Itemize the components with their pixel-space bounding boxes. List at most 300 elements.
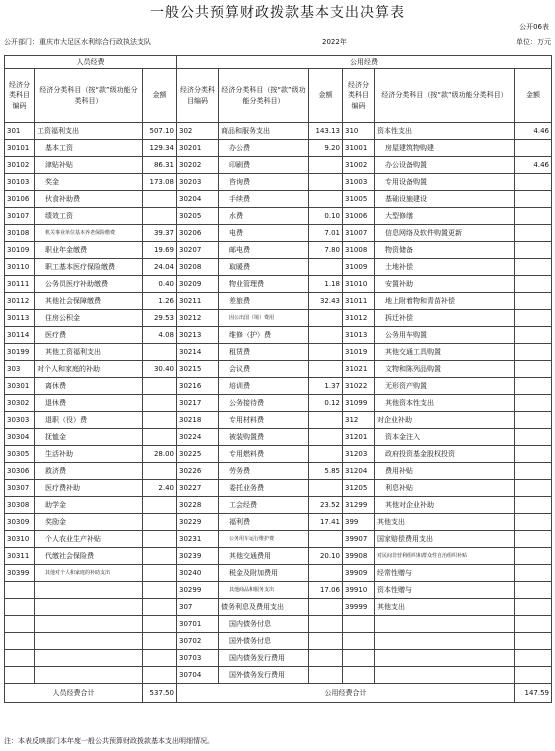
name-cell: 其他社会保障缴费 xyxy=(35,293,143,310)
name-cell: 其他支出 xyxy=(375,599,515,616)
amount-cell xyxy=(515,327,552,344)
code-cell xyxy=(5,616,35,633)
code-cell: 30103 xyxy=(5,174,35,191)
code-cell: 30701 xyxy=(177,616,219,633)
name-cell: 公务员医疗补助缴费 xyxy=(35,276,143,293)
name-cell: 专用材料费 xyxy=(219,412,309,429)
section-public: 公用经费 xyxy=(177,56,552,69)
name-cell: 医疗费补助 xyxy=(35,480,143,497)
amount-cell xyxy=(143,667,177,684)
amount-cell xyxy=(515,514,552,531)
amount-cell xyxy=(143,582,177,599)
name-cell: 奖励金 xyxy=(35,514,143,531)
header-name: 经济分类科目（按“款”级功能分类科目） xyxy=(219,69,309,123)
table-row xyxy=(5,514,552,531)
code-cell: 39910 xyxy=(343,582,375,599)
amount-cell xyxy=(309,599,343,616)
name-cell: 国内债务发行费用 xyxy=(219,650,309,667)
code-cell: 30107 xyxy=(5,208,35,225)
code-cell: 30208 xyxy=(177,259,219,276)
amount-cell: 29.53 xyxy=(143,310,177,327)
amount-cell xyxy=(309,650,343,667)
header-name: 经济分类科目（按“款”级功能分类科目） xyxy=(35,69,143,123)
code-cell: 30307 xyxy=(5,480,35,497)
header-code: 经济分类科目编码 xyxy=(5,69,35,123)
code-cell: 31201 xyxy=(343,429,375,446)
table-row xyxy=(5,157,552,174)
amount-cell xyxy=(143,208,177,225)
code-cell: 30399 xyxy=(5,565,35,582)
name-cell: 对个人和家庭的补助 xyxy=(35,361,143,378)
code-cell: 30209 xyxy=(177,276,219,293)
header-name: 经济分类科目（按“款”级功能分类科目） xyxy=(375,69,515,123)
name-cell: 退休费 xyxy=(35,395,143,412)
name-cell: 取暖费 xyxy=(219,259,309,276)
code-cell: 30205 xyxy=(177,208,219,225)
table-row xyxy=(5,480,552,497)
name-cell: 商品和服务支出 xyxy=(219,123,309,140)
table-row xyxy=(5,599,552,616)
code-cell: 30217 xyxy=(177,395,219,412)
footnote: 注：本表反映部门本年度一般公共预算财政拨款基本支出明细情况。 xyxy=(4,737,214,745)
code-cell: 307 xyxy=(177,599,219,616)
code-cell: 310 xyxy=(343,123,375,140)
amount-cell: 4.46 xyxy=(515,157,552,174)
name-cell: 委托业务费 xyxy=(219,480,309,497)
header-code: 经济分类科目编码 xyxy=(177,69,219,123)
report-year: 2022年 xyxy=(322,38,347,46)
amount-cell xyxy=(309,480,343,497)
name-cell: 维修（护）费 xyxy=(219,327,309,344)
amount-cell xyxy=(515,582,552,599)
name-cell: 邮电费 xyxy=(219,242,309,259)
amount-cell xyxy=(143,463,177,480)
amount-cell xyxy=(515,208,552,225)
amount-cell xyxy=(515,276,552,293)
amount-cell xyxy=(143,599,177,616)
amount-cell xyxy=(143,616,177,633)
name-cell: 其他对个人和家庭的补助支出 xyxy=(35,565,143,582)
name-cell: 大型修缮 xyxy=(375,208,515,225)
code-cell xyxy=(343,667,375,684)
amount-cell: 1.37 xyxy=(309,378,343,395)
amount-cell: 20.10 xyxy=(309,548,343,565)
table-row xyxy=(5,616,552,633)
name-cell: 退职（役）费 xyxy=(35,412,143,429)
name-cell: 基础设施建设 xyxy=(375,191,515,208)
table-row xyxy=(5,667,552,684)
code-cell: 31204 xyxy=(343,463,375,480)
code-cell: 30110 xyxy=(5,259,35,276)
name-cell: 土地补偿 xyxy=(375,259,515,276)
name-cell: 工资福利支出 xyxy=(35,123,143,140)
name-cell: 公务用车运行维护费 xyxy=(219,531,309,548)
personnel-total-amount: 537.50 xyxy=(143,684,177,703)
code-cell xyxy=(5,650,35,667)
amount-cell: 0.12 xyxy=(309,395,343,412)
code-cell: 30240 xyxy=(177,565,219,582)
table-body xyxy=(5,123,552,684)
code-cell: 312 xyxy=(343,412,375,429)
code-cell: 30114 xyxy=(5,327,35,344)
personnel-total-label: 人员经费合计 xyxy=(5,684,143,703)
amount-cell: 17.41 xyxy=(309,514,343,531)
code-cell: 31299 xyxy=(343,497,375,514)
name-cell xyxy=(375,650,515,667)
code-cell: 30215 xyxy=(177,361,219,378)
name-cell: 水费 xyxy=(219,208,309,225)
form-number: 公开06表 xyxy=(519,23,549,31)
name-cell: 手续费 xyxy=(219,191,309,208)
amount-cell xyxy=(143,429,177,446)
code-cell: 30203 xyxy=(177,174,219,191)
amount-cell xyxy=(515,480,552,497)
code-cell xyxy=(343,633,375,650)
amount-cell xyxy=(143,650,177,667)
name-cell: 职业年金缴费 xyxy=(35,242,143,259)
code-cell: 30303 xyxy=(5,412,35,429)
code-cell: 30109 xyxy=(5,242,35,259)
amount-cell xyxy=(309,531,343,548)
code-cell: 31203 xyxy=(343,446,375,463)
name-cell: 抚恤金 xyxy=(35,429,143,446)
table-row xyxy=(5,361,552,378)
amount-cell xyxy=(515,565,552,582)
code-cell: 31009 xyxy=(343,259,375,276)
amount-cell: 173.08 xyxy=(143,174,177,191)
name-cell: 专用燃料费 xyxy=(219,446,309,463)
name-cell: 对民间非营利组织和群众性自治组织补贴 xyxy=(375,548,515,565)
amount-cell: 24.04 xyxy=(143,259,177,276)
code-cell: 31008 xyxy=(343,242,375,259)
code-cell: 30204 xyxy=(177,191,219,208)
name-cell: 资本性赠与 xyxy=(375,582,515,599)
expenditure-table xyxy=(4,55,552,703)
code-cell: 30225 xyxy=(177,446,219,463)
name-cell xyxy=(35,650,143,667)
table-row xyxy=(5,531,552,548)
amount-cell: 30.40 xyxy=(143,361,177,378)
name-cell xyxy=(35,599,143,616)
amount-cell xyxy=(515,361,552,378)
code-cell: 30311 xyxy=(5,548,35,565)
name-cell xyxy=(375,633,515,650)
code-cell: 30216 xyxy=(177,378,219,395)
name-cell: 利息补贴 xyxy=(375,480,515,497)
amount-cell: 28.00 xyxy=(143,446,177,463)
name-cell: 地上附着物和青苗补偿 xyxy=(375,293,515,310)
name-cell: 奖金 xyxy=(35,174,143,191)
amount-cell xyxy=(309,412,343,429)
code-cell: 30108 xyxy=(5,225,35,242)
amount-cell: 17.06 xyxy=(309,582,343,599)
code-cell: 31007 xyxy=(343,225,375,242)
name-cell: 公务用车购置 xyxy=(375,327,515,344)
amount-cell: 143.13 xyxy=(309,123,343,140)
amount-cell xyxy=(515,650,552,667)
table-row xyxy=(5,344,552,361)
name-cell: 经常性赠与 xyxy=(375,565,515,582)
amount-cell xyxy=(143,344,177,361)
department-name: 公开部门：重庆市大足区水利综合行政执法支队 xyxy=(4,38,151,46)
code-cell xyxy=(5,667,35,684)
amount-cell xyxy=(143,548,177,565)
code-cell: 301 xyxy=(5,123,35,140)
name-cell: 国内债务付息 xyxy=(219,616,309,633)
name-cell: 医疗费 xyxy=(35,327,143,344)
name-cell: 救济费 xyxy=(35,463,143,480)
amount-cell xyxy=(309,327,343,344)
code-cell: 31005 xyxy=(343,191,375,208)
amount-cell xyxy=(515,497,552,514)
name-cell: 办公设备购置 xyxy=(375,157,515,174)
amount-cell: 9.20 xyxy=(309,140,343,157)
name-cell: 国家赔偿费用支出 xyxy=(375,531,515,548)
code-cell: 30202 xyxy=(177,157,219,174)
amount-cell xyxy=(309,565,343,582)
amount-cell xyxy=(515,191,552,208)
amount-cell: 39.37 xyxy=(143,225,177,242)
code-cell: 30224 xyxy=(177,429,219,446)
name-cell: 对企业补助 xyxy=(375,412,515,429)
code-cell: 30704 xyxy=(177,667,219,684)
code-cell: 39907 xyxy=(343,531,375,548)
amount-cell: 19.69 xyxy=(143,242,177,259)
code-cell: 30199 xyxy=(5,344,35,361)
amount-cell xyxy=(515,412,552,429)
amount-cell xyxy=(309,633,343,650)
amount-cell: 507.10 xyxy=(143,123,177,140)
amount-cell xyxy=(309,344,343,361)
amount-cell: 5.85 xyxy=(309,463,343,480)
name-cell: 绩效工资 xyxy=(35,208,143,225)
code-cell: 31006 xyxy=(343,208,375,225)
code-cell: 30304 xyxy=(5,429,35,446)
info-bar xyxy=(4,37,551,49)
code-cell: 30206 xyxy=(177,225,219,242)
amount-cell xyxy=(309,361,343,378)
code-cell: 30239 xyxy=(177,548,219,565)
code-cell: 30301 xyxy=(5,378,35,395)
amount-cell xyxy=(309,429,343,446)
name-cell xyxy=(375,616,515,633)
amount-cell xyxy=(309,174,343,191)
amount-cell xyxy=(515,599,552,616)
table-row xyxy=(5,259,552,276)
name-cell: 福利费 xyxy=(219,514,309,531)
code-cell: 30229 xyxy=(177,514,219,531)
name-cell: 国外债务发行费用 xyxy=(219,667,309,684)
amount-cell: 2.40 xyxy=(143,480,177,497)
name-cell: 资本性支出 xyxy=(375,123,515,140)
name-cell: 被装购置费 xyxy=(219,429,309,446)
name-cell: 培训费 xyxy=(219,378,309,395)
table-row xyxy=(5,208,552,225)
section-personnel: 人员经费 xyxy=(5,56,177,69)
header-amount: 金额 xyxy=(309,69,343,123)
table-row xyxy=(5,191,552,208)
code-cell: 31013 xyxy=(343,327,375,344)
name-cell: 债务利息及费用支出 xyxy=(219,599,309,616)
code-cell: 39999 xyxy=(343,599,375,616)
code-cell: 31001 xyxy=(343,140,375,157)
name-cell xyxy=(35,582,143,599)
amount-cell xyxy=(515,446,552,463)
name-cell: 生活补助 xyxy=(35,446,143,463)
table-row xyxy=(5,582,552,599)
name-cell: 物资储备 xyxy=(375,242,515,259)
code-cell: 31002 xyxy=(343,157,375,174)
amount-cell xyxy=(143,633,177,650)
table-row xyxy=(5,327,552,344)
code-cell: 30302 xyxy=(5,395,35,412)
name-cell: 其他商品和服务支出 xyxy=(219,582,309,599)
amount-cell xyxy=(515,310,552,327)
code-cell: 30213 xyxy=(177,327,219,344)
report-title: 一般公共预算财政拨款基本支出决算表 xyxy=(150,5,405,21)
code-cell: 31003 xyxy=(343,174,375,191)
code-cell: 30702 xyxy=(177,633,219,650)
name-cell: 会议费 xyxy=(219,361,309,378)
code-cell: 30703 xyxy=(177,650,219,667)
name-cell: 无形资产购置 xyxy=(375,378,515,395)
name-cell: 其他对企业补助 xyxy=(375,497,515,514)
name-cell: 职工基本医疗保险缴费 xyxy=(35,259,143,276)
code-cell: 30207 xyxy=(177,242,219,259)
name-cell: 专用设备购置 xyxy=(375,174,515,191)
amount-cell: 129.34 xyxy=(143,140,177,157)
code-cell: 30227 xyxy=(177,480,219,497)
code-cell: 39909 xyxy=(343,565,375,582)
code-cell: 399 xyxy=(343,514,375,531)
table-row xyxy=(5,310,552,327)
name-cell xyxy=(375,667,515,684)
code-cell xyxy=(343,650,375,667)
code-cell: 30211 xyxy=(177,293,219,310)
code-cell: 30112 xyxy=(5,293,35,310)
code-cell xyxy=(5,633,35,650)
table-row xyxy=(5,548,552,565)
amount-cell xyxy=(515,429,552,446)
name-cell: 其他交通费用 xyxy=(219,548,309,565)
name-cell: 差旅费 xyxy=(219,293,309,310)
name-cell: 其他资本性支出 xyxy=(375,395,515,412)
code-cell: 30226 xyxy=(177,463,219,480)
table-row xyxy=(5,463,552,480)
code-cell: 31012 xyxy=(343,310,375,327)
table-row xyxy=(5,650,552,667)
public-total-amount: 147.59 xyxy=(515,684,552,703)
name-cell: 安置补助 xyxy=(375,276,515,293)
name-cell: 因公出国（境）费用 xyxy=(219,310,309,327)
table-row xyxy=(5,378,552,395)
amount-cell: 4.08 xyxy=(143,327,177,344)
name-cell: 资本金注入 xyxy=(375,429,515,446)
amount-cell xyxy=(515,259,552,276)
name-cell: 税金及附加费用 xyxy=(219,565,309,582)
amount-cell xyxy=(515,225,552,242)
name-cell: 政府投资基金股权投资 xyxy=(375,446,515,463)
amount-cell xyxy=(515,667,552,684)
table-row xyxy=(5,429,552,446)
table-row xyxy=(5,633,552,650)
amount-cell xyxy=(143,191,177,208)
code-cell: 30106 xyxy=(5,191,35,208)
name-cell: 个人农业生产补贴 xyxy=(35,531,143,548)
code-cell: 31099 xyxy=(343,395,375,412)
name-cell: 拆迁补偿 xyxy=(375,310,515,327)
name-cell: 伙食补助费 xyxy=(35,191,143,208)
amount-cell xyxy=(143,514,177,531)
name-cell: 房屋建筑物购建 xyxy=(375,140,515,157)
table-row xyxy=(5,242,552,259)
code-cell: 30113 xyxy=(5,310,35,327)
code-cell: 30309 xyxy=(5,514,35,531)
amount-cell xyxy=(309,259,343,276)
amount-cell xyxy=(143,531,177,548)
name-cell: 离休费 xyxy=(35,378,143,395)
code-cell: 30308 xyxy=(5,497,35,514)
code-cell: 31022 xyxy=(343,378,375,395)
code-cell: 31011 xyxy=(343,293,375,310)
amount-cell xyxy=(143,378,177,395)
amount-cell xyxy=(515,242,552,259)
amount-cell: 4.46 xyxy=(515,123,552,140)
name-cell xyxy=(35,667,143,684)
header-amount: 金额 xyxy=(515,69,552,123)
table-row xyxy=(5,140,552,157)
amount-cell xyxy=(515,531,552,548)
amount-cell xyxy=(515,174,552,191)
name-cell xyxy=(35,633,143,650)
table-row xyxy=(5,565,552,582)
amount-cell: 0.40 xyxy=(143,276,177,293)
amount-cell xyxy=(515,395,552,412)
header-amount: 金额 xyxy=(143,69,177,123)
amount-cell xyxy=(515,344,552,361)
table-row xyxy=(5,446,552,463)
amount-cell xyxy=(515,633,552,650)
name-cell: 物业管理费 xyxy=(219,276,309,293)
name-cell: 机关事业单位基本养老保险缴费 xyxy=(35,225,143,242)
name-cell: 信息网络及软件购置更新 xyxy=(375,225,515,242)
code-cell: 31019 xyxy=(343,344,375,361)
name-cell: 住房公积金 xyxy=(35,310,143,327)
amount-cell xyxy=(309,191,343,208)
amount-cell xyxy=(143,565,177,582)
code-cell xyxy=(5,599,35,616)
name-cell: 咨询费 xyxy=(219,174,309,191)
table-row xyxy=(5,225,552,242)
amount-cell xyxy=(143,497,177,514)
code-cell: 302 xyxy=(177,123,219,140)
table-row xyxy=(5,395,552,412)
amount-cell xyxy=(515,548,552,565)
code-cell: 30299 xyxy=(177,582,219,599)
name-cell xyxy=(35,616,143,633)
name-cell: 费用补贴 xyxy=(375,463,515,480)
code-cell: 30218 xyxy=(177,412,219,429)
table-row xyxy=(5,276,552,293)
name-cell: 代缴社会保险费 xyxy=(35,548,143,565)
amount-cell: 32.43 xyxy=(309,293,343,310)
name-cell: 文物和陈列品购置 xyxy=(375,361,515,378)
amount-cell xyxy=(309,667,343,684)
code-cell: 30231 xyxy=(177,531,219,548)
header-code: 经济分类科目编码 xyxy=(343,69,375,123)
code-cell: 31010 xyxy=(343,276,375,293)
name-cell: 办公费 xyxy=(219,140,309,157)
